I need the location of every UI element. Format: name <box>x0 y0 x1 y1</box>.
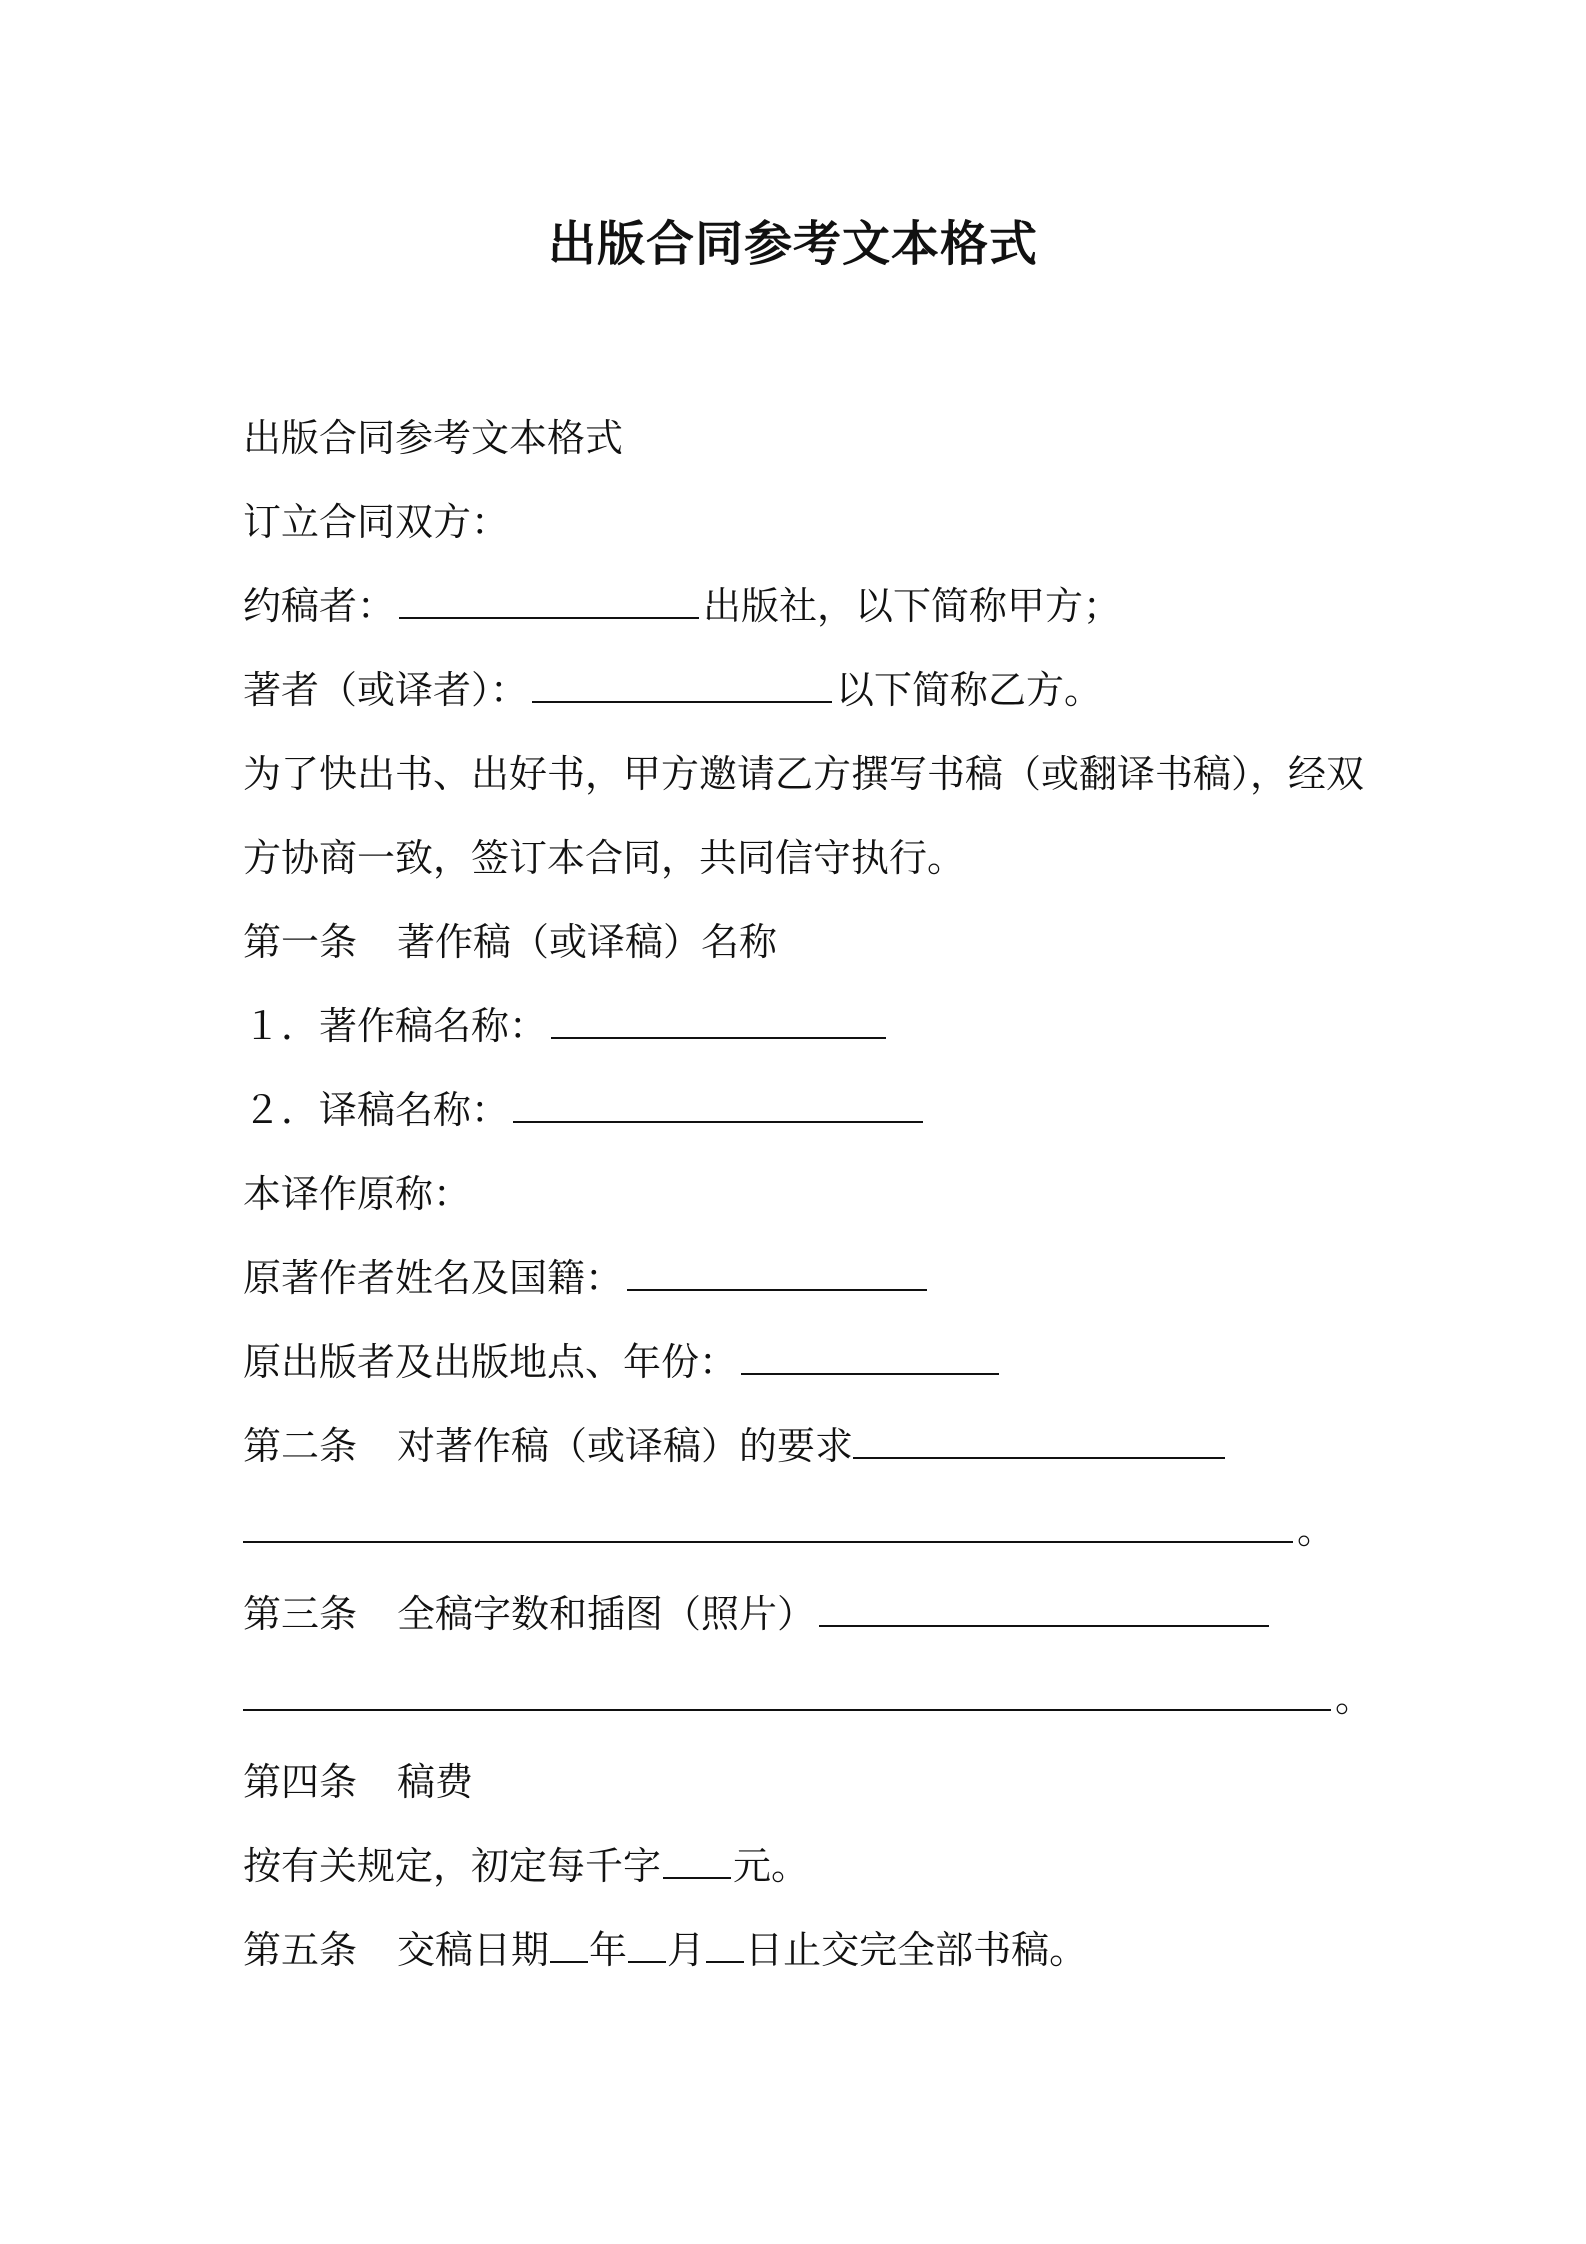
parties-heading-text: 订立合同双方： <box>243 500 510 544</box>
year-blank[interactable] <box>550 1927 588 1963</box>
article-2-title: 对著作稿（或译稿）的要求 <box>397 1424 854 1468</box>
purpose-text-1: 为了快出书、出好书，甲方邀请乙方撰写书稿（或翻译书稿），经双 <box>243 752 1365 796</box>
article-5-number: 第五条 <box>243 1928 358 1972</box>
article-2-period: 。 <box>1297 1508 1336 1552</box>
purpose-line-1 <box>243 750 1364 798</box>
article-3-period: 。 <box>1335 1676 1374 1720</box>
original-author-blank[interactable] <box>627 1255 927 1291</box>
purpose-line-2 <box>243 834 965 882</box>
article-5-line <box>243 1926 1087 1974</box>
original-publisher-label: 原出版者及出版地点、年份： <box>243 1340 738 1384</box>
article-1-title: 著作稿（或译稿）名称 <box>397 920 778 964</box>
article-2-blank[interactable] <box>853 1423 1225 1459</box>
day-blank[interactable] <box>706 1927 744 1963</box>
translation-title-blank[interactable] <box>513 1087 923 1123</box>
party-a-label: 约稿者： <box>243 584 396 628</box>
translation-title-label: ２．译稿名称： <box>243 1088 510 1132</box>
subtitle-line <box>243 414 623 462</box>
party-a-blank[interactable] <box>399 583 699 619</box>
party-b-suffix: 以下简称乙方。 <box>836 668 1103 712</box>
article-1-number: 第一条 <box>243 920 358 964</box>
article-3-blank-2[interactable] <box>243 1675 1331 1711</box>
article-2-number: 第二条 <box>243 1424 358 1468</box>
original-author-label: 原著作者姓名及国籍： <box>243 1256 624 1300</box>
article-3-heading <box>243 1590 1273 1638</box>
original-publisher-blank[interactable] <box>741 1339 999 1375</box>
article-5-suffix: 日止交完全部书稿。 <box>745 1928 1088 1972</box>
original-publisher-line <box>243 1338 1003 1386</box>
article-4-number: 第四条 <box>243 1760 358 1804</box>
fee-prefix: 按有关规定，初定每千字 <box>243 1844 662 1888</box>
article-2-blank-2[interactable] <box>243 1507 1293 1543</box>
article-3-blank[interactable] <box>819 1591 1269 1627</box>
fee-suffix: 元。 <box>733 1844 810 1888</box>
party-b-label: 著者（或译者）： <box>243 668 529 712</box>
article-2-continuation <box>243 1506 1335 1554</box>
party-b-line <box>243 666 1102 714</box>
original-author-line <box>243 1254 931 1302</box>
fee-blank[interactable] <box>663 1843 731 1879</box>
original-title-line <box>243 1170 471 1218</box>
fee-line <box>243 1842 809 1890</box>
original-title-label: 本译作原称： <box>243 1172 472 1216</box>
article-3-number: 第三条 <box>243 1592 358 1636</box>
party-b-blank[interactable] <box>532 667 832 703</box>
article-3-title: 全稿字数和插图（照片） <box>397 1592 816 1636</box>
parties-heading <box>243 498 509 546</box>
party-a-suffix: 出版社，以下简称甲方； <box>703 584 1122 628</box>
month-blank[interactable] <box>628 1927 666 1963</box>
document-title: 出版合同参考文本格式 <box>547 216 1038 272</box>
year-label: 年 <box>589 1928 628 1972</box>
work-title-blank[interactable] <box>551 1003 886 1039</box>
article-5-label: 交稿日期 <box>397 1928 550 1972</box>
article-2-heading <box>243 1422 1229 1470</box>
article-4-heading <box>243 1758 473 1806</box>
article-4-title: 稿费 <box>397 1760 474 1804</box>
article-3-continuation <box>243 1674 1373 1722</box>
article-1-item-1 <box>243 1002 890 1050</box>
party-a-line <box>243 582 1121 630</box>
work-title-label: １．著作稿名称： <box>243 1004 548 1048</box>
purpose-text-2: 方协商一致，签订本合同，共同信守执行。 <box>243 836 966 880</box>
article-1-item-2 <box>243 1086 927 1134</box>
month-label: 月 <box>667 1928 706 1972</box>
article-1-heading <box>243 918 777 966</box>
subtitle-text: 出版合同参考文本格式 <box>243 416 624 460</box>
